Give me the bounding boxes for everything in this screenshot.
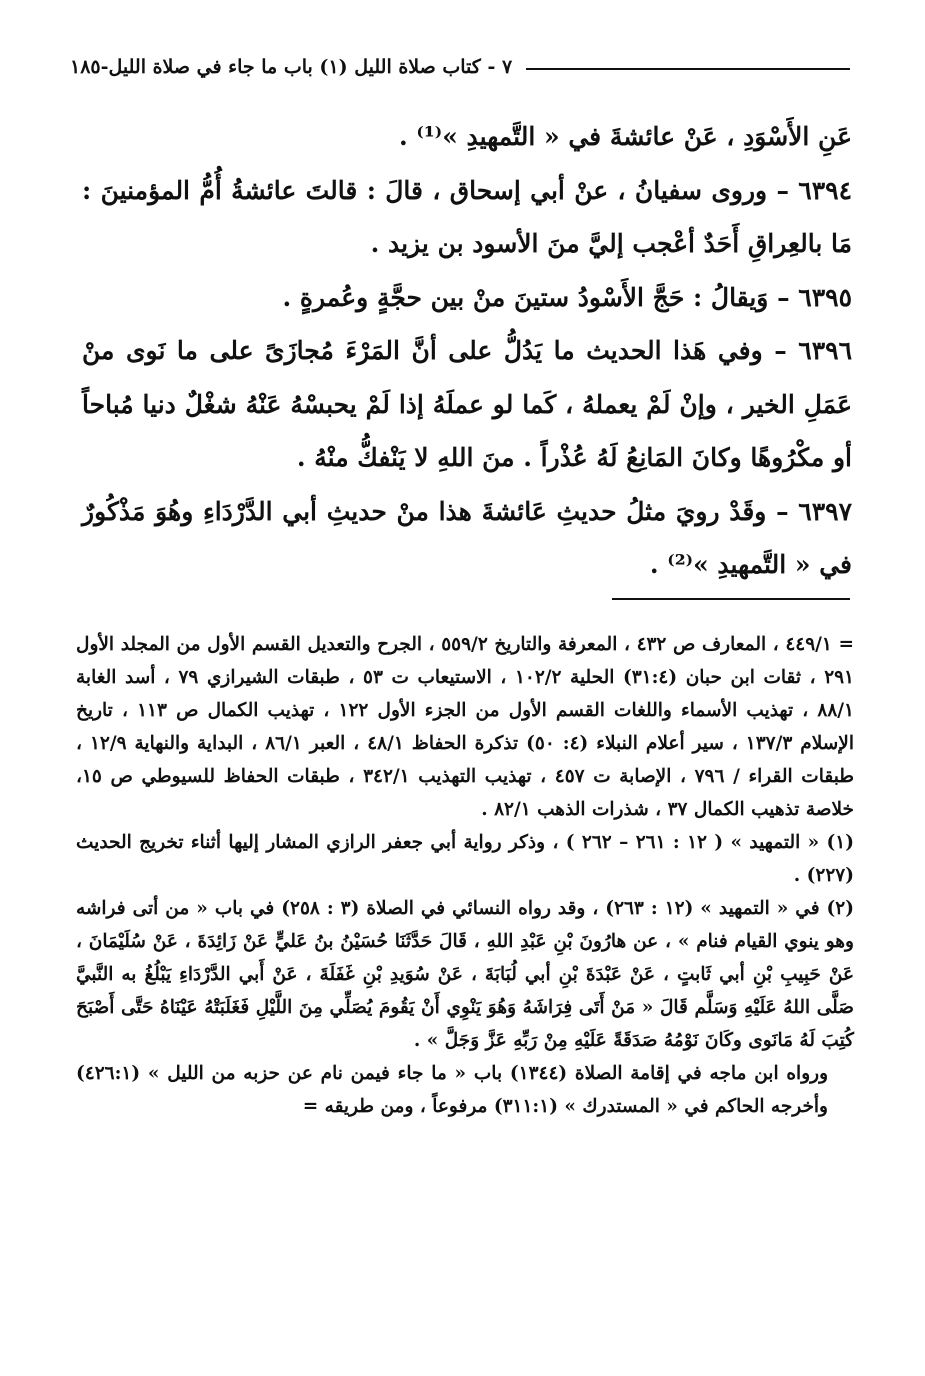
footnotes	[76, 628, 854, 1123]
header-rule	[526, 68, 850, 70]
paragraph-6397: ٦٣٩٧ – وقَدْ رويَ مثلُ حديثِ عَائشةَ هذا منْ حديثِ أبي الدَّرْدَاءِ وهُوَ مَذْكُورٌ في « التَّمهيدِ »⁽²⁾ .	[82, 496, 852, 579]
paragraph-6394: ٦٣٩٤ – وروى سفيانُ ، عنْ أبي إسحاق ، قالَ : قالتَ عائشةُ أُمُّ المؤمنينَ : مَا بالعِراقِ أَحَدٌ أعْجب إليَّ منَ الأسود بن يزيد .	[82, 175, 852, 258]
footnote-separator	[612, 598, 850, 600]
footnote-2-continuation: ورواه ابن ماجه في إقامة الصلاة (١٣٤٤) باب « ما جاء فيمن نام عن حزبه من الليل » (٤٢٦:١) وأخرجه الحاكم في « المستدرك » (٣١١:١) مرفوعاً ، ومن طريقه =	[76, 1063, 828, 1117]
paragraph-6396: ٦٣٩٦ – وفي هَذا الحديث ما يَدُلُّ على أنَّ المَرْءَ مُجازَىً على ما نَوى منْ عَمَلِ الخير ، وإنْ لَمْ يعملهُ ، كَما لو عملَهُ إذا لَمْ يحبسْهُ عَنْهُ شغْلٌ دنيا مُباحاً أو مكْرُوهًا وكانَ المَانِعُ لَهُ عُذْراً . منَ اللهِ لا يَنْفكُّ منْهُ .	[82, 336, 852, 472]
page-header	[70, 52, 850, 82]
paragraph-intro: عَنِ الأَسْوَدِ ، عَنْ عائشةَ في « التَّمهيدِ »⁽¹⁾ .	[398, 122, 852, 151]
footnote-continuation: = ٤٤٩/١ ، المعارف ص ٤٣٢ ، المعرفة والتاريخ ٥٥٩/٢ ، الجرح والتعديل القسم الأول من المجلد الأول ٢٩١ ، ثقات ابن حبان (٣١:٤) الحلية ١٠٢/٢ ، الاستيعاب ت ٥٣ ، طبقات الشيرازي ٧٩ ، أسد الغابة ٨٨/١ ، تهذيب الأسماء واللغات القسم الأول من الجزء الأول ١٢٢ ، تهذيب الكمال ص ١١٣ ، تاريخ الإسلام ١٣٧/٣ ، سير أعلام النبلاء (٤: ٥٠) تذكرة الحفاظ ٤٨/١ ، العبر ٨٦/١ ، البداية والنهاية ١٢/٩ ، طبقات القراء / ٧٩٦ ، الإصابة ت ٤٥٧ ، تهذيب التهذيب ٣٤٢/١ ، طبقات الحفاظ للسيوطي ص ١٥، خلاصة تذهيب الكمال ٣٧ ، شذرات الذهب ٨٢/١ .	[76, 634, 855, 820]
paragraph-6395: ٦٣٩٥ – وَيقالُ : حَجَّ الأَسْودُ ستينَ منْ بين حجَّةٍ وعُمرةٍ .	[282, 282, 852, 312]
running-title: ٧ - كتاب صلاة الليل (١) باب ما جاء في صلاة الليل-١٨٥	[70, 56, 513, 78]
footnote-1: (١) « التمهيد » ( ١٢ : ٢٦١ – ٢٦٢ ) ، وذكر رواية أبي جعفر الرازي المشار إليها أثناء تخريج الحديث (٢٢٧) .	[76, 832, 854, 886]
footnote-2: (٢) في « التمهيد » (١٢ : ٢٦٣) ، وقد رواه النسائي في الصلاة (٣ : ٢٥٨) في باب « من أتى فراشه وهو ينوي القيام فنام » ، عن هارُونَ بْنِ عَبْدِ اللهِ ، قَالَ حَدَّثَنَا حُسَيْنُ بنُ عَليٍّ عَنْ زَائِدَةَ ، عَنْ سُلَيْمَانَ ، عَنْ حَبِيبِ بْنِ أبي ثَابتٍ ، عَنْ عَبْدَةَ بْنِ أبي لُبَابَةَ ، عَنْ سُوَيدِ بْنِ غَفَلَةَ ، عَنْ أَبي الدَّرْدَاءِ يَبْلُغُ به النَّبيَّ صَلَّى اللهُ عَلَيْهِ وَسَلَّم قَالَ « مَنْ أَتَى فِرَاشَهُ وَهُوَ يَنْوِي أَنْ يَقُومَ يُصَلِّي مِنَ اللَّيْلِ فَغَلَبَتْهُ عَيْنَاهُ حَتَّى أَصْبَحَ كُتِبَ لَهُ مَانَوى وكَانَ نَوْمُهُ صَدَقَةً عَلَيْهِ مِنْ رَبِّهِ عَزَّ وَجَلَّ » .	[76, 898, 854, 1051]
main-text	[82, 110, 852, 592]
